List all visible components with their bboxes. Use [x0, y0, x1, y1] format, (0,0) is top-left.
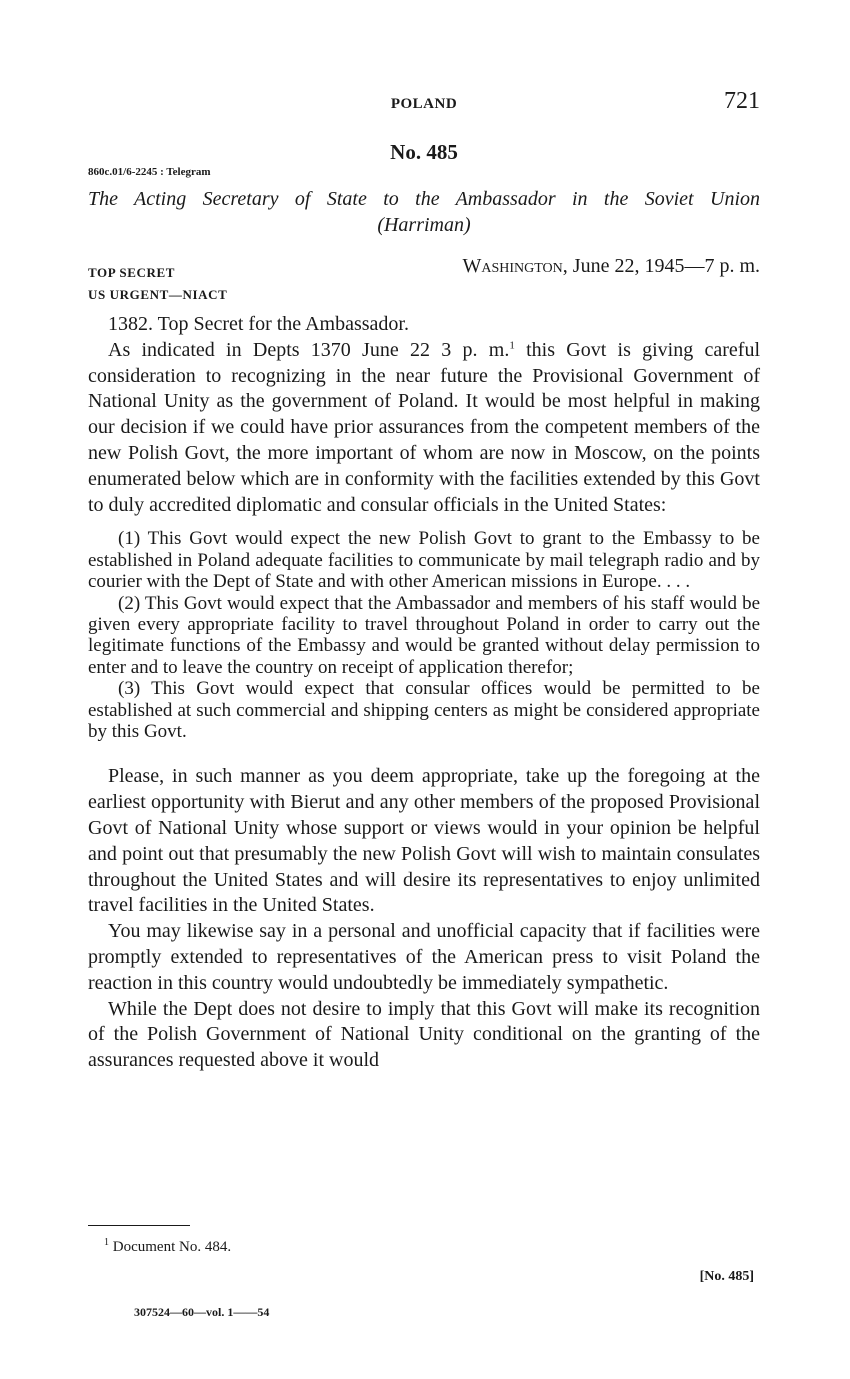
document-title [88, 186, 760, 238]
file-reference: 860c.01/6-2245 : Telegram [88, 166, 211, 178]
footnote-marker: 1 [104, 1237, 109, 1248]
footnote-divider [88, 1225, 190, 1226]
paragraph-1-text-b: this Govt is giving careful consideration to recognizing in the near future the Provisional Government of National Unity as the government of Poland. It would be most helpful in making our decision if we could have prior assurances from the competent members of the new Polish Govt, the more important of whom are now in Moscow, on the points enumerated below which are in conformity with the facilities extended by this Govt to duly accredited diplomatic and consular officials in the United States: [88, 338, 760, 516]
footnote-text: Document No. 484. [109, 1239, 232, 1255]
page-number: 721 [724, 88, 760, 114]
point-3: (3) This Govt would expect that consular offices would be permitted to be established at such commercial and shipping centers as might be considered appropriate by this Govt. [88, 678, 760, 743]
dateline-date: , June 22, 1945—7 p. m. [562, 255, 760, 277]
opening-line [88, 312, 760, 338]
classification-block [88, 262, 227, 306]
paragraph-1 [88, 338, 760, 519]
footnote [104, 1239, 231, 1256]
footnote-reference: 1 [509, 339, 515, 352]
document-page [88, 0, 760, 1379]
point-1: (1) This Govt would expect the new Polish Govt to grant to the Embassy to be established in Poland adequate facilities to communicate by mail telegraph radio and by courier with the Dept of State and with other American missions in Europe. . . . [88, 528, 760, 593]
printer-code: 307524—60—vol. 1——54 [134, 1305, 270, 1319]
dateline-place: Washington [462, 255, 563, 277]
dateline [462, 255, 760, 278]
opening-text: 1382. Top Secret for the Ambassador. [108, 313, 409, 335]
running-head [88, 88, 760, 122]
document-number-bracket: [No. 485] [699, 1269, 754, 1284]
document-title-line1: The Acting Secretary of State to the Ambassador in the Soviet Union [88, 188, 760, 210]
document-title-line2: (Harriman) [377, 214, 471, 236]
paragraph-1-text-a: As indicated in Depts 1370 June 22 3 p. m. [108, 338, 510, 361]
telegram-body [88, 312, 760, 1074]
paragraph-4: While the Dept does not desire to imply that this Govt will make its recognition of the Polish Government of National Unity conditional on the granting of the assurances requested above it would [88, 997, 760, 1072]
classification-label: TOP SECRET [88, 265, 176, 280]
paragraph-3: You may likewise say in a personal and unofficial capacity that if facilities were promptly extended to representatives of the American press to visit Poland the reaction in this country would undoubtedly be immediately sympathetic. [88, 920, 760, 994]
document-number: No. 485 [390, 140, 458, 164]
paragraph-2: Please, in such manner as you deem appropriate, take up the foregoing at the earliest opportunity with Bierut and any other members of the proposed Provisional Govt of National Unity whose support or views would in your opinion be helpful and point out that presumably the new Polish Govt will wish to maintain consulates throughout the United States and will desire its representatives to enjoy unlimited travel facilities in the United States. [88, 765, 760, 917]
point-2: (2) This Govt would expect that the Ambassador and members of his staff would be given every appropriate facility to travel throughout Poland in order to carry out the legitimate functions of the Embassy and would be granted without delay permission to enter and to leave the country on receipt of application therefor; [88, 592, 760, 678]
enumerated-points [88, 528, 760, 742]
running-title: POLAND [390, 96, 458, 112]
priority-label: US URGENT—NIACT [88, 287, 228, 302]
